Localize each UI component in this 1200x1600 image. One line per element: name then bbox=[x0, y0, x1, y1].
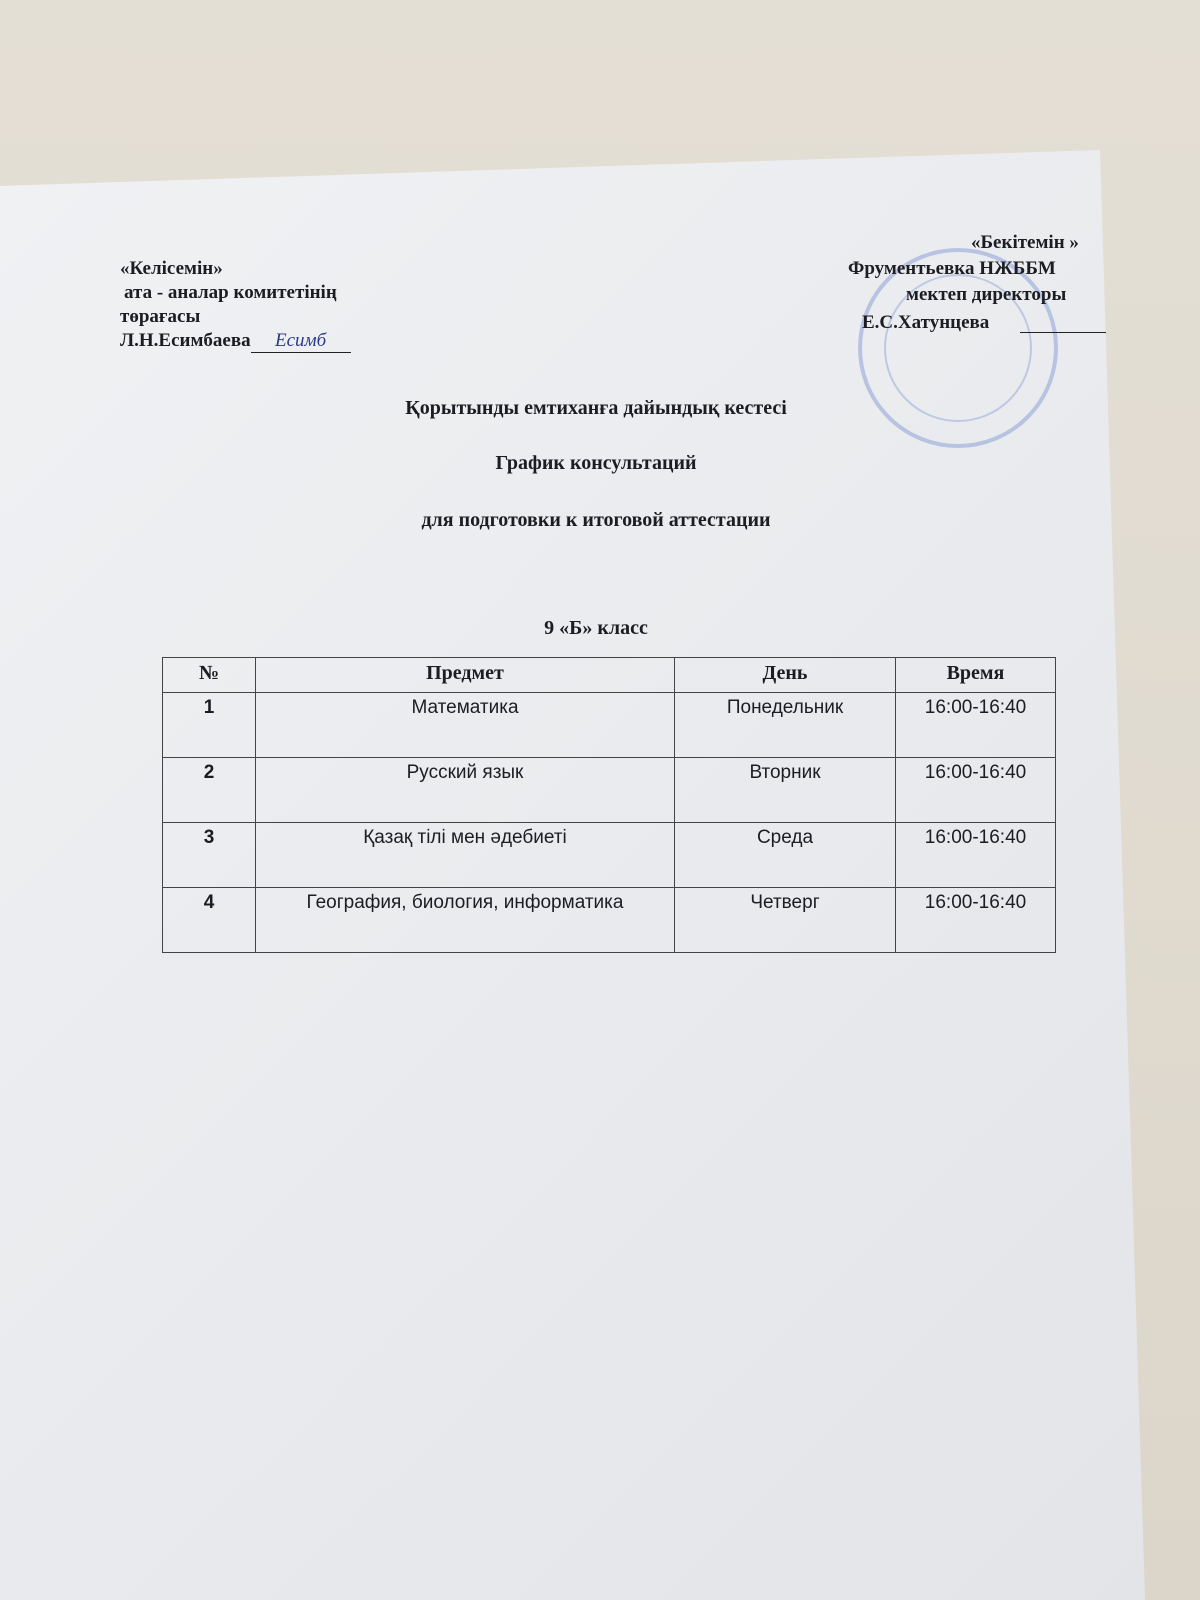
cell-subject: География, биология, информатика bbox=[256, 888, 675, 953]
school-label: Фрументьевка НЖББМ bbox=[848, 258, 1056, 279]
cell-number: 3 bbox=[163, 823, 256, 888]
table-row bbox=[163, 888, 1056, 953]
subtitle-ru: для подготовки к итоговой аттестации bbox=[421, 509, 771, 531]
cell-time: 16:00-16:40 bbox=[896, 693, 1056, 758]
agreed-label: «Келісемін» bbox=[120, 258, 223, 279]
committee-label: ата - аналар комитетінің bbox=[124, 282, 337, 303]
director-label: мектеп директоры bbox=[906, 284, 1067, 305]
table-header bbox=[163, 658, 1056, 693]
signature-line bbox=[1020, 332, 1106, 333]
cell-subject: Қазақ тілі мен әдебиеті bbox=[256, 823, 675, 888]
cell-number: 2 bbox=[163, 758, 256, 823]
title-ru: График консультаций bbox=[495, 452, 697, 474]
cell-subject: Русский язык bbox=[256, 758, 675, 823]
cell-subject: Математика bbox=[256, 693, 675, 758]
approved-label: «Бекітемін » bbox=[971, 232, 1079, 253]
header-subject: Предмет bbox=[256, 658, 675, 693]
header-number: № bbox=[163, 658, 256, 693]
class-label: 9 «Б» класс bbox=[544, 617, 648, 639]
cell-number: 1 bbox=[163, 693, 256, 758]
cell-time: 16:00-16:40 bbox=[896, 823, 1056, 888]
table-row bbox=[163, 693, 1056, 758]
table-row bbox=[163, 823, 1056, 888]
header-time: Время bbox=[896, 658, 1056, 693]
cell-day: Четверг bbox=[675, 888, 896, 953]
director-name: Е.С.Хатунцева bbox=[862, 312, 990, 333]
cell-day: Среда bbox=[675, 823, 896, 888]
table-row bbox=[163, 758, 1056, 823]
chairman-name bbox=[120, 330, 351, 353]
cell-time: 16:00-16:40 bbox=[896, 888, 1056, 953]
signature-left: Есимб bbox=[251, 330, 351, 353]
schedule-table bbox=[162, 657, 1056, 953]
cell-day: Понедельник bbox=[675, 693, 896, 758]
cell-day: Вторник bbox=[675, 758, 896, 823]
chairman-name-text: Л.Н.Есимбаева bbox=[120, 330, 251, 351]
cell-number: 4 bbox=[163, 888, 256, 953]
title-kz: Қорытынды емтиханға дайындық кестесі bbox=[405, 397, 787, 419]
chairman-label: төрағасы bbox=[120, 306, 201, 327]
cell-time: 16:00-16:40 bbox=[896, 758, 1056, 823]
header-day: День bbox=[675, 658, 896, 693]
